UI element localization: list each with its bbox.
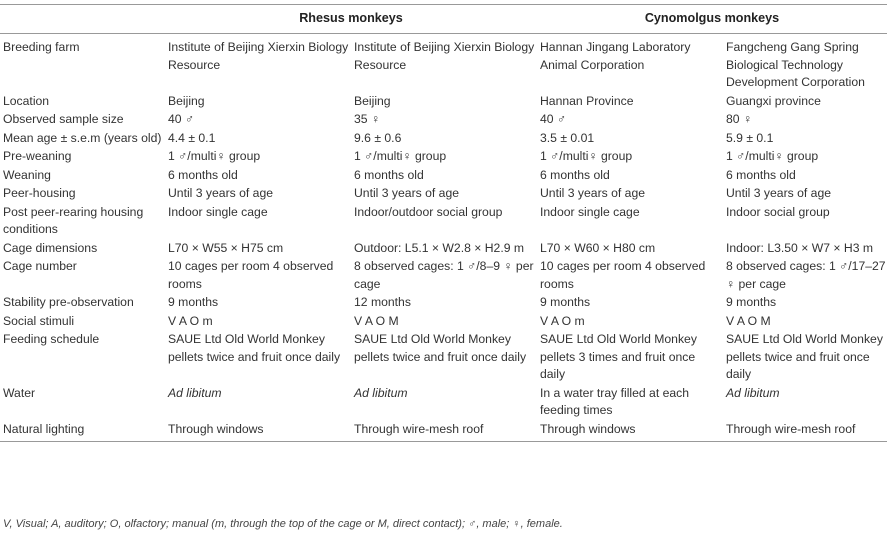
table-cell: 9 months	[726, 295, 777, 309]
table-cell: 3.5 ± 0.01	[540, 130, 595, 145]
table-row	[0, 240, 887, 259]
table-cell: 10 cages per room 4 observed rooms	[168, 259, 334, 291]
row-label: Social stimuli	[3, 313, 75, 328]
table-cell: 9.6 ± 0.6	[354, 130, 402, 145]
row-label: Observed sample size	[3, 112, 124, 126]
table-cell: Hannan Province	[540, 93, 634, 108]
table-cell: Indoor/outdoor social group	[354, 204, 503, 219]
row-label: Post peer-rearing housing conditions	[3, 204, 144, 236]
table-cell: 10 cages per room 4 observed rooms	[540, 259, 706, 291]
table-cell: Guangxi province	[726, 93, 821, 108]
table-cell: SAUE Ltd Old World Monkey pellets twice and fruit once daily	[726, 332, 883, 381]
table-cell: Until 3 years of age	[726, 186, 832, 200]
table-cell: Ad libitum	[168, 385, 222, 400]
table-row	[0, 258, 887, 294]
table-cell: Beijing	[168, 93, 205, 108]
table-cell: Until 3 years of age	[168, 186, 274, 200]
table-row	[0, 313, 887, 332]
table-row	[0, 421, 887, 442]
table-cell: 9 months	[168, 295, 219, 309]
table-cell: V A O M	[354, 313, 399, 328]
table-cell: SAUE Ltd Old World Monkey pellets 3 times and fruit once daily	[540, 332, 697, 381]
table-cell: Ad libitum	[726, 385, 780, 400]
table-cell: 80 ♀	[726, 112, 753, 126]
table-cell: Beijing	[354, 93, 391, 108]
table-row	[0, 111, 887, 130]
table-cell: Ad libitum	[354, 385, 408, 400]
table-cell: 40 ♂	[540, 112, 567, 126]
table-cell: 12 months	[354, 295, 411, 309]
table-footnote: V, Visual; A, auditory; O, olfactory; manual (m, through the top of the cage or M, direct contact); ♂, male; ♀, female.	[3, 518, 563, 530]
table-cell: 6 months old	[354, 167, 424, 182]
table-cell: SAUE Ltd Old World Monkey pellets twice and fruit once daily	[168, 332, 341, 364]
table-cell: 1 ♂/multi♀ group	[726, 149, 819, 163]
table-cell: V A O m	[168, 313, 213, 328]
row-label: Natural lighting	[0, 421, 165, 442]
table-cell: 9 months	[540, 295, 591, 309]
table-cell: V A O m	[540, 313, 585, 328]
table-cell: Through windows	[537, 421, 723, 442]
row-label: Water	[3, 385, 36, 400]
row-label: Breeding farm	[3, 40, 80, 54]
row-label: Pre-weaning	[3, 149, 72, 163]
table-cell: 4.4 ± 0.1	[168, 130, 216, 145]
table-cell: L70 × W55 × H75 cm	[168, 240, 284, 255]
row-label: Location	[3, 93, 50, 108]
table-row	[0, 34, 887, 93]
row-label: Weaning	[3, 167, 51, 182]
table-cell: Outdoor: L5.1 × W2.8 × H2.9 m	[354, 240, 525, 255]
table-cell: 1 ♂/multi♀ group	[354, 149, 447, 163]
table-cell: 8 observed cages: 1 ♂/8–9 ♀ per cage	[354, 259, 534, 291]
table-cell: V A O M	[726, 313, 771, 328]
row-label: Peer-housing	[3, 186, 76, 200]
table-header	[0, 5, 887, 34]
row-label: Stability pre-observation	[3, 295, 134, 309]
table-cell: L70 × W60 × H80 cm	[540, 240, 656, 255]
table-cell: Indoor single cage	[540, 204, 640, 219]
row-label: Mean age ± s.e.m (years old)	[3, 130, 162, 145]
table-row	[0, 130, 887, 149]
row-label: Cage dimensions	[3, 240, 98, 255]
header-row	[0, 5, 887, 34]
table-cell: Indoor single cage	[168, 204, 268, 219]
table-cell: 1 ♂/multi♀ group	[168, 149, 261, 163]
table-cell: Indoor: L3.50 × W7 × H3 m	[726, 240, 874, 255]
table-row	[0, 185, 887, 204]
table-cell: Until 3 years of age	[354, 186, 460, 200]
table-row	[0, 167, 887, 186]
table-row	[0, 148, 887, 167]
table-cell: Until 3 years of age	[540, 186, 646, 200]
header-empty-cell	[0, 5, 165, 34]
table-row	[0, 204, 887, 240]
table-cell: Fangcheng Gang Spring Biological Technology Development Corporation	[726, 40, 865, 89]
row-label: Feeding schedule	[3, 332, 100, 346]
table-cell: Institute of Beijing Xierxin Biology Resource	[354, 40, 535, 72]
table-row	[0, 331, 887, 385]
table-cell: 6 months old	[540, 167, 610, 182]
table-cell: Through wire-mesh roof	[723, 421, 887, 442]
table-cell: 6 months old	[726, 167, 796, 182]
table-cell: 35 ♀	[354, 112, 381, 126]
row-label: Cage number	[3, 259, 77, 273]
table-cell: Through wire-mesh roof	[351, 421, 537, 442]
header-rhesus-monkeys: Rhesus monkeys	[165, 5, 537, 34]
table-cell: Through windows	[165, 421, 351, 442]
table-cell: In a water tray filled at each feeding times	[540, 385, 690, 417]
table-row	[0, 294, 887, 313]
table-body	[0, 34, 887, 442]
comparison-table	[0, 4, 887, 442]
table-cell: 8 observed cages: 1 ♂/17–27 ♀ per cage	[726, 259, 886, 291]
table-cell: Institute of Beijing Xierxin Biology Resource	[168, 40, 349, 72]
table-row	[0, 93, 887, 112]
table-cell: SAUE Ltd Old World Monkey pellets twice and fruit once daily	[354, 332, 527, 364]
table-cell: 40 ♂	[168, 112, 195, 126]
header-cynomolgus-monkeys: Cynomolgus monkeys	[537, 5, 887, 34]
table-cell: Hannan Jingang Laboratory Animal Corporation	[540, 40, 691, 72]
table-cell: 1 ♂/multi♀ group	[540, 149, 633, 163]
table-cell: 5.9 ± 0.1	[726, 130, 774, 145]
table-cell: 6 months old	[168, 167, 238, 182]
table-row	[0, 385, 887, 421]
table-cell: Indoor social group	[726, 204, 830, 219]
